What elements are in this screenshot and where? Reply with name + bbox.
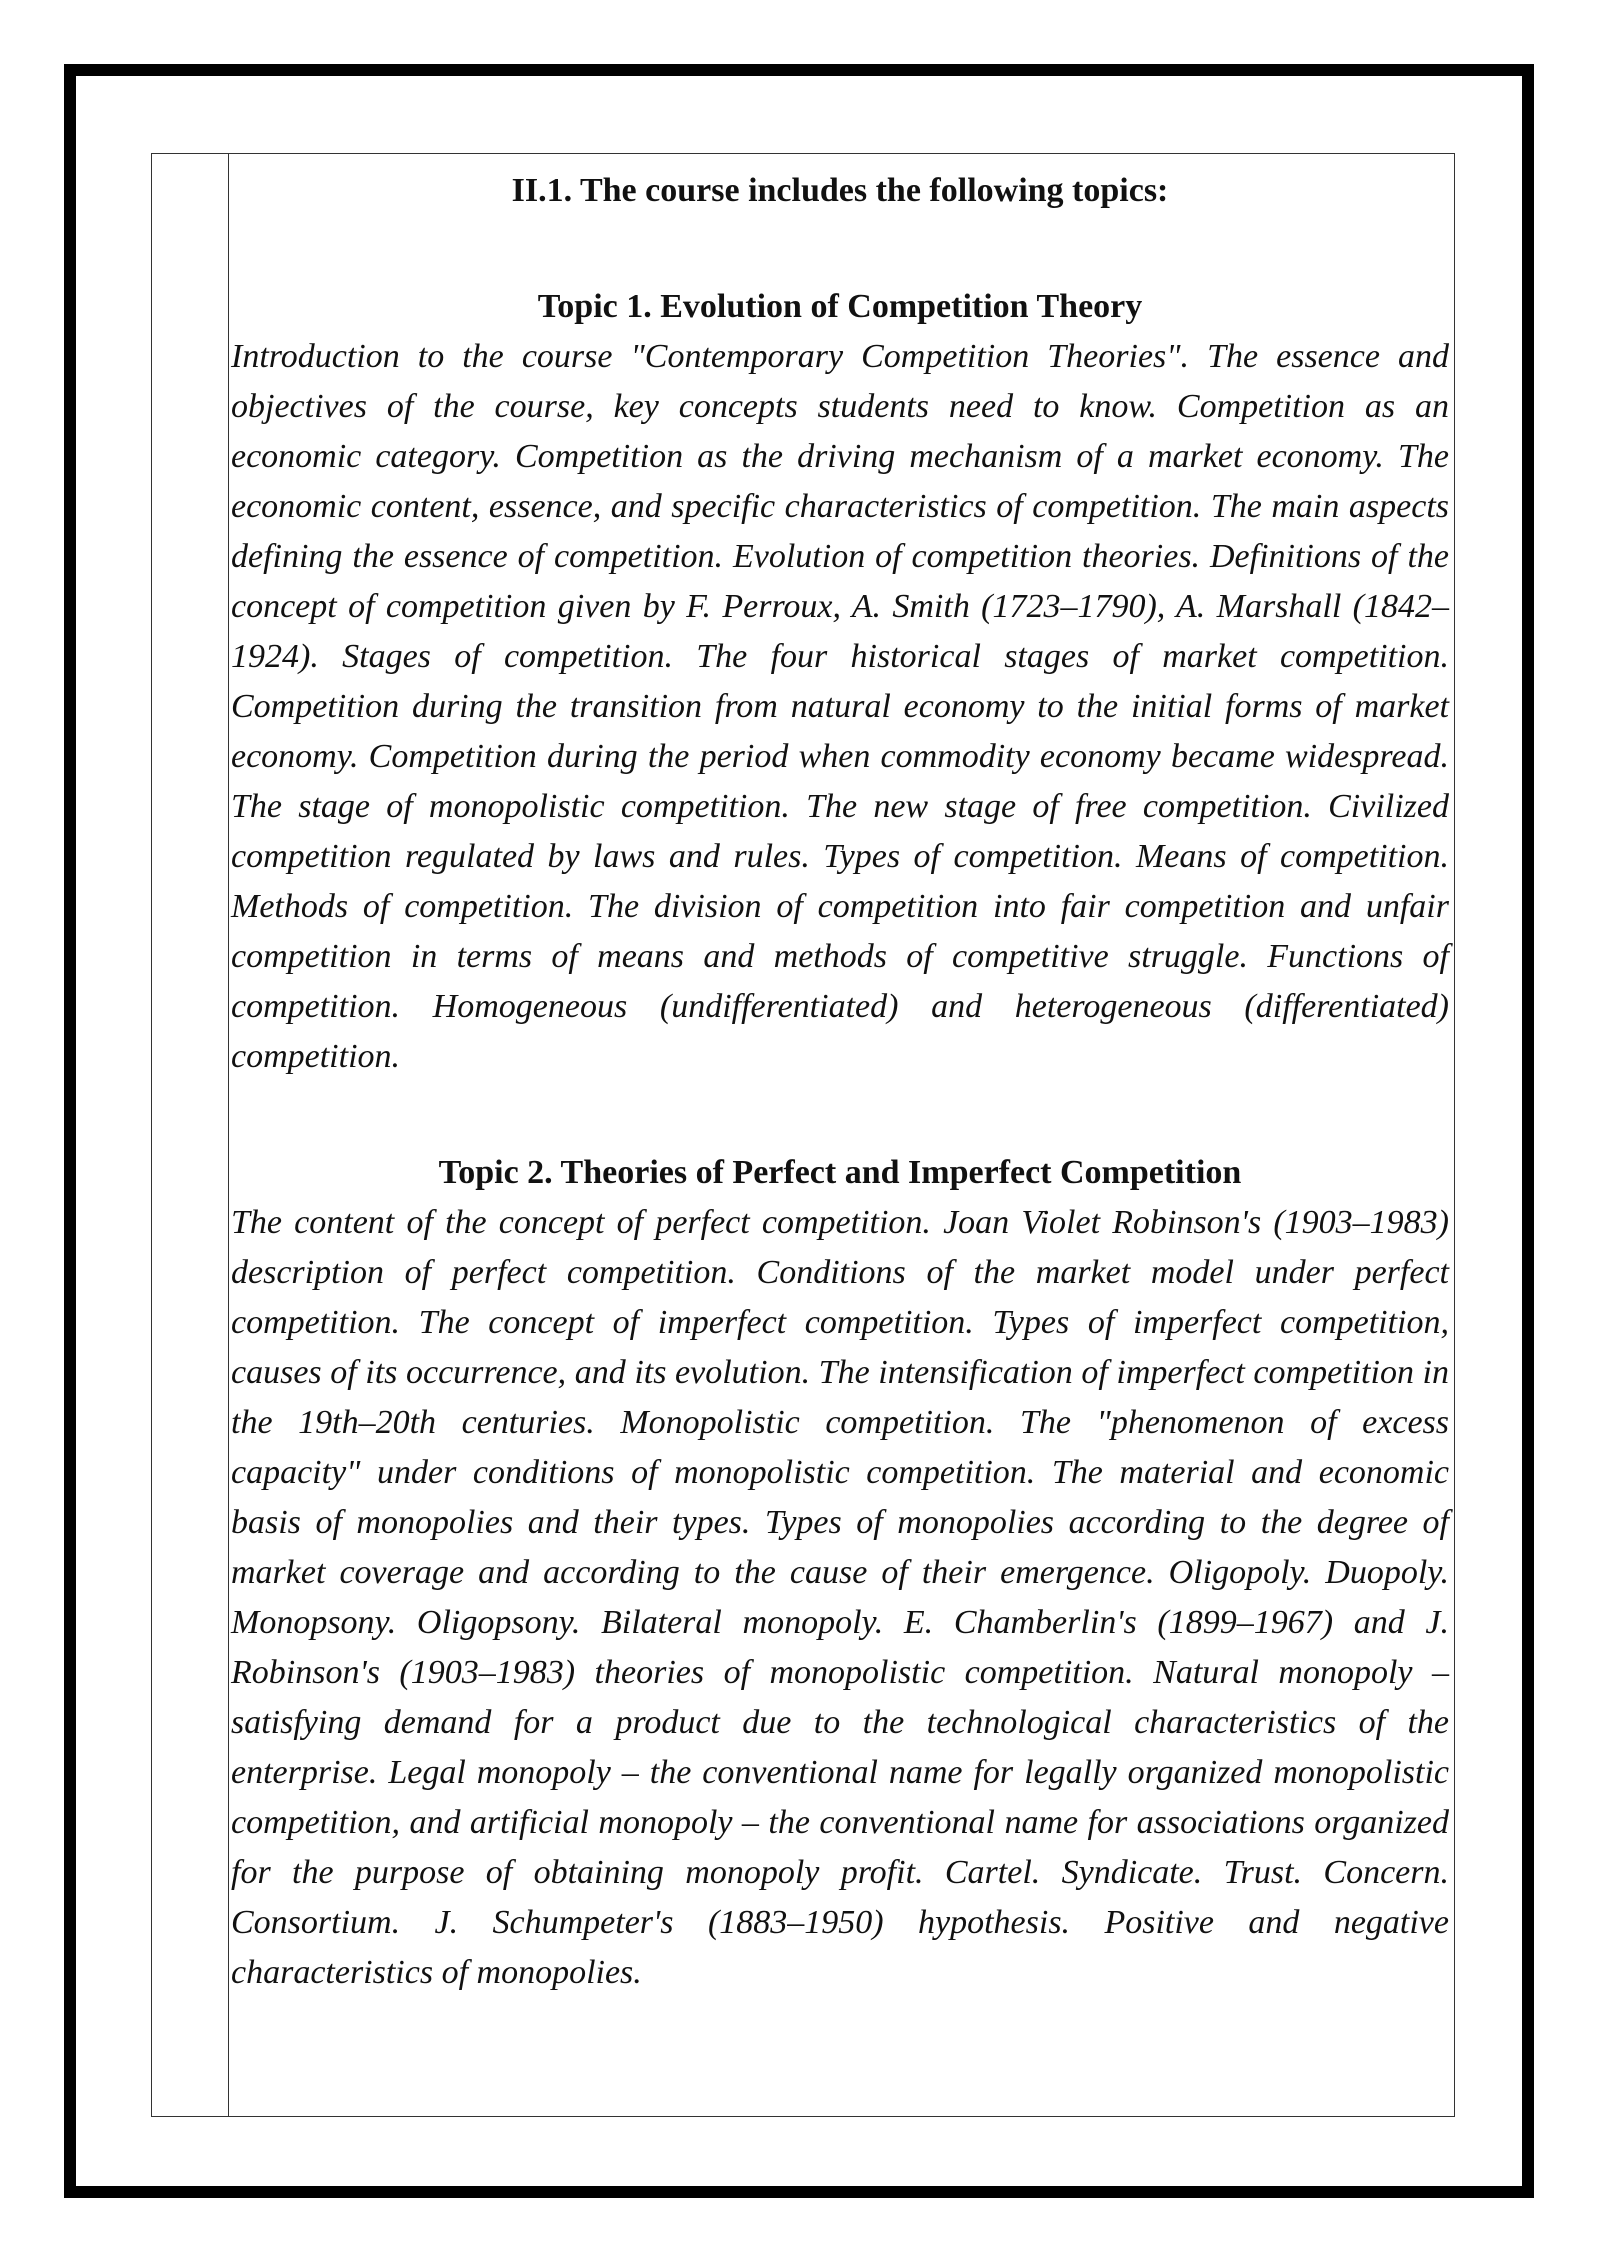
course-topics-table xyxy=(151,153,1455,2117)
topic-1-title: Topic 1. Evolution of Competition Theory xyxy=(537,288,1143,325)
section-heading: II.1. The course includes the following topics: xyxy=(511,172,1169,209)
topics-column xyxy=(229,154,1454,2116)
topic-2-title: Topic 2. Theories of Perfect and Imperfect Competition xyxy=(438,1154,1242,1191)
left-column xyxy=(152,154,229,2116)
topic-1-body: Introduction to the course "Contemporary Competition Theories". The essence and objectives of the course, key concepts students need to know. Competition as an economic category. Competition as the driving mechanism of a market economy. The economic content, essence, and specific characteristics of competition. The main aspects defining the essence of competition. Evolution of competition theories. Definitions of the concept of competition given by F. Perroux, A. Smith (1723–1790), A. Marshall (1842–1924). Stages of competition. The four historical stages of market competition. Competition during the transition from natural economy to the initial forms of market economy. Competition during the period when commodity economy became widespread. The stage of monopolistic competition. The new stage of free competition. Civilized competition regulated by laws and rules. Types of competition. Means of competition. Methods of competition. The division of competition into fair competition and unfair competition in terms of means and methods of competitive struggle. Functions of competition. Homogeneous (undifferentiated) and heterogeneous (differentiated) competition. xyxy=(231,338,1449,1075)
topic-2-body: The content of the concept of perfect competition. Joan Violet Robinson's (1903–1983) description of perfect competition. Conditions of the market model under perfect competition. The concept of imperfect competition. Types of imperfect competition, causes of its occurrence, and its evolution. The intensification of imperfect competition in the 19th–20th centuries. Monopolistic competition. The "phenomenon of excess capacity" under conditions of monopolistic competition. The material and economic basis of monopolies and their types. Types of monopolies according to the degree of market coverage and according to the cause of their emergence. Oligopoly. Duopoly. Monopsony. Oligopsony. Bilateral monopoly. E. Chamberlin's (1899–1967) and J. Robinson's (1903–1983) theories of monopolistic competition. Natural monopoly – satisfying demand for a product due to the technological characteristics of the enterprise. Legal monopoly – the conventional name for legally organized monopolistic competition, and artificial monopoly – the conventional name for associations organized for the purpose of obtaining monopoly profit. Cartel. Syndicate. Trust. Concern. Consortium. J. Schumpeter's (1883–1950) hypothesis. Positive and negative characteristics of monopolies. xyxy=(231,1204,1449,1991)
